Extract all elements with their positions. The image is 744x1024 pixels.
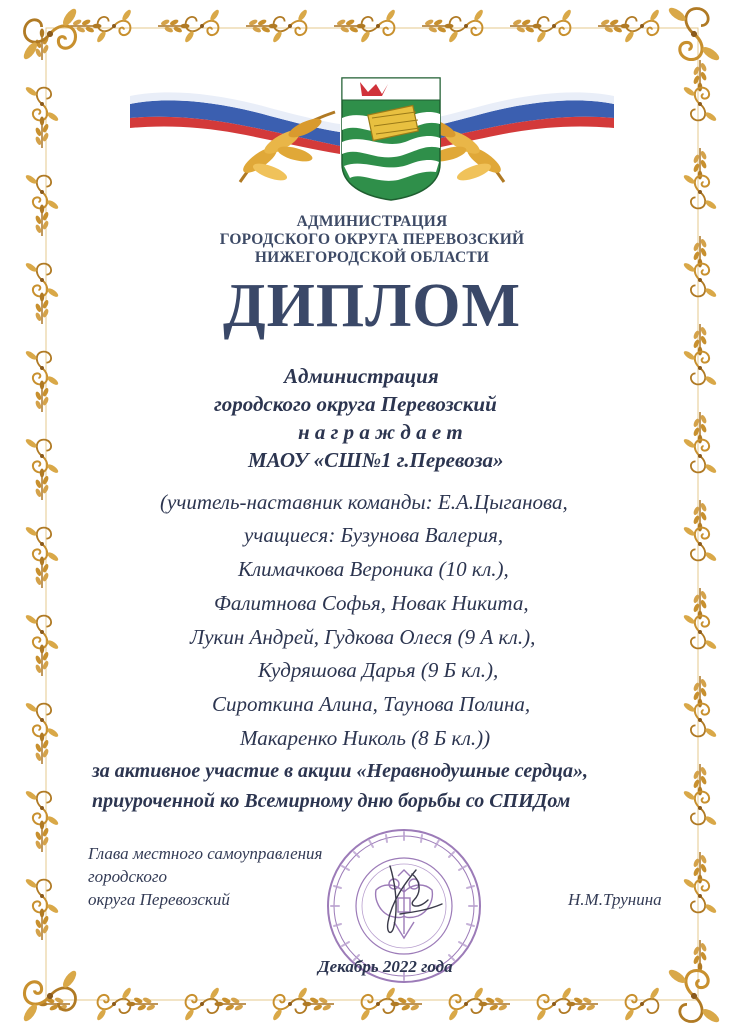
award-line-4: МАОУ «СШ№1 г.Перевоза» [248, 448, 504, 472]
border-wheat-ornament [34, 557, 49, 589]
border-wheat-ornament [567, 996, 599, 1011]
border-scroll-ornament [667, 967, 721, 1024]
award-line-3: н а г р а ж д а е т [298, 420, 463, 444]
border-wheat-ornament [391, 996, 423, 1011]
border-scroll-ornament [667, 5, 721, 62]
participants-line-7: Сироткина Алина, Таунова Полина, [212, 692, 531, 716]
participants-line-4: Фалитнова Софья, Новак Никита, [214, 591, 529, 615]
border-wheat-ornament [127, 996, 159, 1011]
border-wheat-ornament [215, 996, 247, 1011]
border-wheat-ornament [34, 117, 49, 149]
border-scroll-ornament [21, 7, 78, 61]
participants-line-1: (учитель-наставник команды: Е.А.Цыганова, [160, 490, 568, 514]
coat-of-arms-icon [342, 78, 440, 200]
border-wheat-ornament [692, 940, 707, 972]
border-wheat-ornament [34, 909, 49, 941]
border-wheat-ornament [34, 469, 49, 501]
participants-line-3: Климачкова Вероника (10 кл.), [238, 557, 509, 581]
participants-line-6: Кудряшова Дарья (9 Б кл.), [258, 658, 499, 682]
participants-line-2: учащиеся: Бузунова Валерия, [244, 523, 504, 547]
border-wheat-ornament [246, 18, 278, 33]
signatory-position-line-2: городского [88, 867, 167, 886]
signatory-position-line-1: Глава местного самоуправления [88, 844, 323, 863]
border-wheat-ornament [479, 996, 511, 1011]
award-line-1: Администрация [284, 364, 439, 388]
signatory-position-line-3: округа Перевозский [88, 890, 230, 909]
border-wheat-ornament [34, 821, 49, 853]
border-wheat-ornament [34, 381, 49, 413]
border-wheat-ornament [422, 18, 454, 33]
border-wheat-ornament [158, 18, 190, 33]
award-line-2: городского округа Перевозский [214, 392, 497, 416]
reason-line-2: приуроченной ко Всемирному дню борьбы со СПИДом [92, 790, 571, 812]
participants-line-8: Макаренко Николь (8 Б кл.)) [240, 726, 491, 750]
header-line-2: ГОРОДСКОГО ОКРУГА ПЕРЕВОЗСКИЙ [219, 231, 525, 248]
border-wheat-ornament [598, 18, 630, 33]
signatory-name: Н.М.Трунина [568, 890, 662, 909]
coat-of-arms-with-ribbons [130, 72, 614, 202]
reason-line-1: за активное участие в акции «Неравнодушные сердца», [92, 760, 589, 782]
border-scroll-ornament [21, 969, 78, 1023]
border-wheat-ornament [510, 18, 542, 33]
diploma-date: Декабрь 2022 года [318, 957, 453, 976]
header-line-1: АДМИНИСТРАЦИЯ [296, 213, 448, 230]
border-wheat-ornament [34, 733, 49, 765]
participants-line-5: Лукин Андрей, Гудкова Олеся (9 А кл.), [190, 625, 536, 649]
laurel-ribbon-left [130, 92, 340, 183]
diploma-title: ДИПЛОМ [222, 272, 522, 340]
border-wheat-ornament [334, 18, 366, 33]
border-scroll-ornament [624, 986, 661, 1021]
border-wheat-ornament [34, 645, 49, 677]
border-wheat-ornament [303, 996, 335, 1011]
header-line-3: НИЖЕГОРОДСКОЙ ОБЛАСТИ [254, 249, 490, 266]
